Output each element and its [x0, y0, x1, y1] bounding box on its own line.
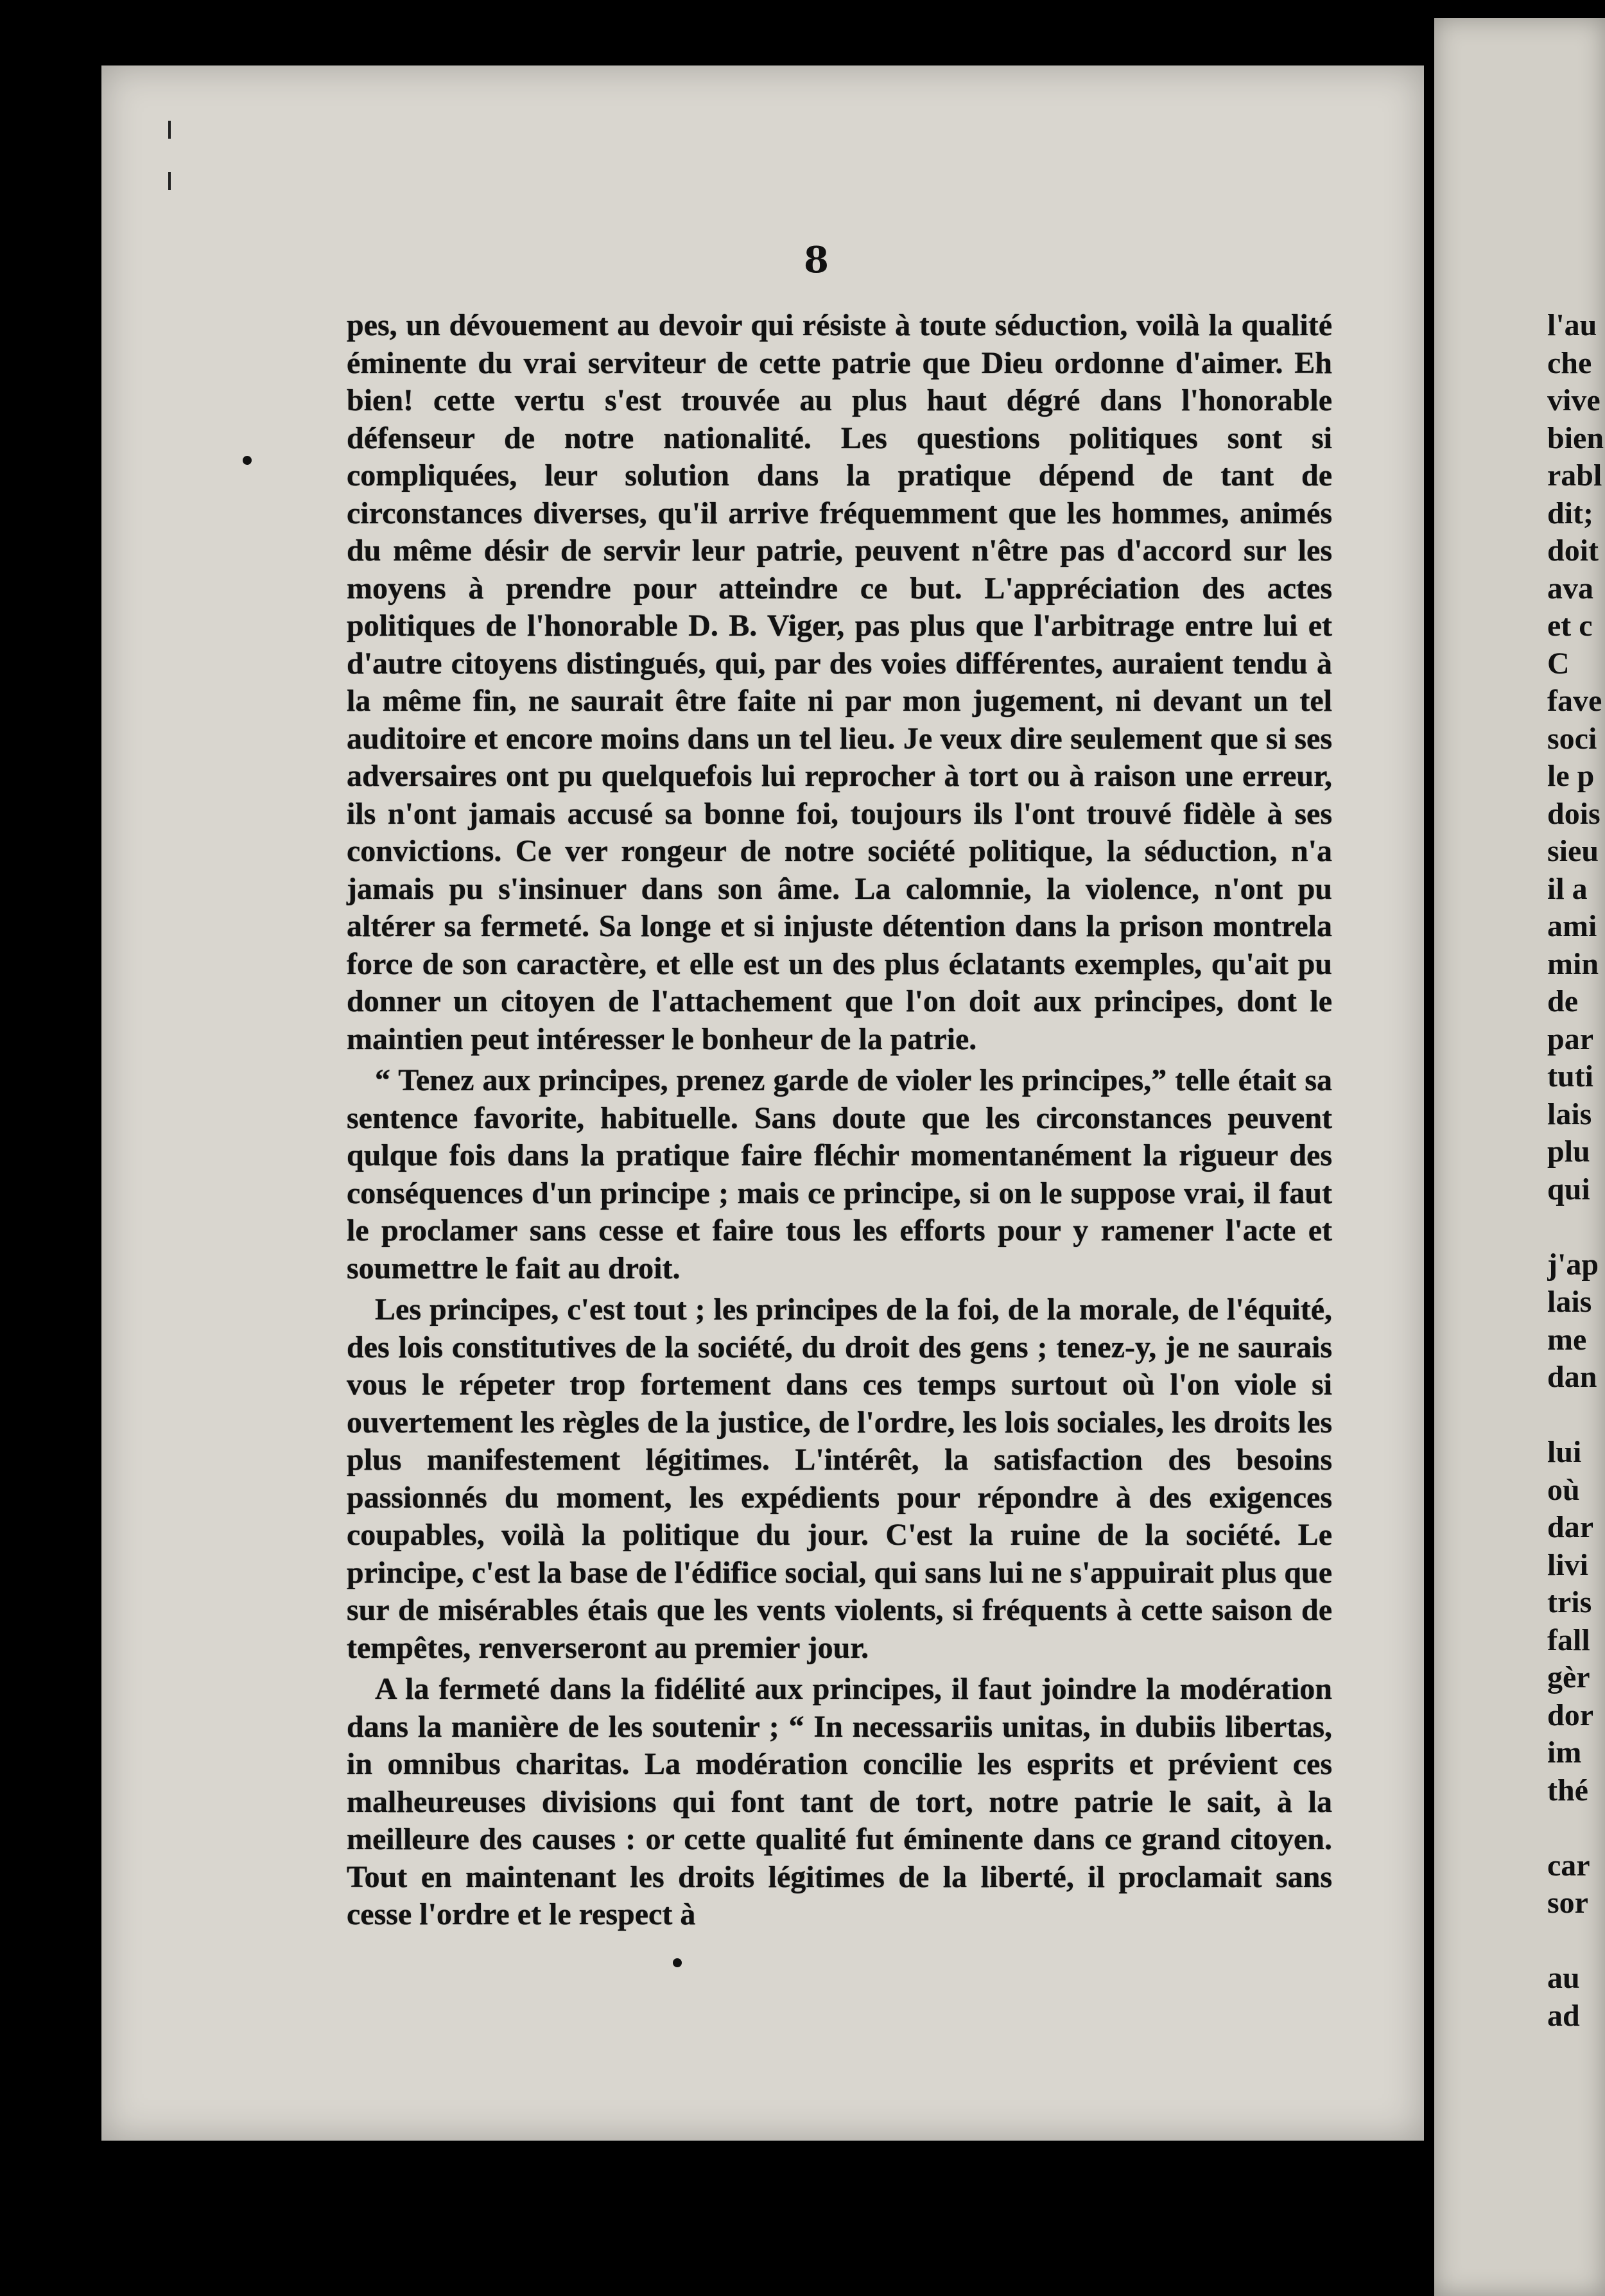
- facing-page-line: lais: [1547, 1285, 1592, 1319]
- facing-page-line: vive: [1547, 383, 1601, 417]
- facing-page-line: thé: [1547, 1773, 1588, 1807]
- margin-mark: [168, 172, 171, 190]
- facing-page-line: où: [1547, 1472, 1580, 1507]
- facing-page-line: il a: [1547, 871, 1588, 906]
- facing-page-line: dit;: [1547, 496, 1593, 530]
- facing-page-line: par: [1547, 1022, 1593, 1056]
- margin-dot: [243, 456, 252, 465]
- facing-page-line: [1547, 1396, 1605, 1434]
- facing-page-line: l'au: [1547, 308, 1597, 342]
- bottom-dot: [673, 1958, 682, 1967]
- facing-page-line: dan: [1547, 1360, 1597, 1394]
- facing-page-line: gèr: [1547, 1660, 1590, 1694]
- facing-page-line: tris: [1547, 1585, 1592, 1619]
- facing-page-line: [1547, 1809, 1605, 1847]
- facing-page-line: [1547, 1208, 1605, 1246]
- facing-page-line: lais: [1547, 1097, 1592, 1131]
- facing-page-line: che: [1547, 345, 1592, 380]
- paragraph: A la fermeté dans la fidélité aux principes, il faut joindre la modération dans la manière de les soutenir ; “ In necessariis unitas, in dubiis libertas, in omnibus charitas. La modération concilie les esprits et prévient ces malheureuses divisions qui font tant de tort, notre patrie le sait, à la meilleure des causes : or cette qualité fut éminente dans ce grand citoyen. Tout en maintenant les droits légitimes de la liberté, il proclamait sans cesse l'ordre et le respect à: [347, 1672, 1332, 1931]
- facing-page-line: fave: [1547, 684, 1602, 718]
- facing-page-line: sor: [1547, 1886, 1588, 1920]
- facing-page-line: fall: [1547, 1622, 1590, 1657]
- facing-page-line: soci: [1547, 721, 1597, 756]
- paragraph: pes, un dévouement au devoir qui résiste à toute séduction, voilà la qualité éminente du vrai serviteur de cette patrie que Dieu ordonne d'aimer. Eh bien! cette vertu s'est trouvée au plus haut dégré dans l'honorable défenseur de notre nationalité. Les questions politiques sont si compliquées, leur solution dans la pratique dépend de tant de circonstances diverses, qu'il arrive fréquemment que les hommes, animés du même désir de servir leur patrie, peuvent n'être pas d'accord sur les moyens à prendre pour atteindre ce but. L'appréciation des actes politiques de l'honorable D. B. Viger, pas plus que l'arbitrage entre lui et d'autre citoyens distingués, qui, par des voies différentes, auraient tendu à la même fin, ne saurait être faite ni par mon jugement, ni devant un tel auditoire et encore moins dans un tel lieu. Je veux dire seulement que si ses adversaires ont pu quelquefois lui reprocher à tort ou à raison une erreur, ils n'ont jamais accusé sa bonne foi, toujours ils l'ont trouvé fidèle à ses convictions. Ce ver rongeur de notre société politique, la séduction, n'a jamais pu s'insinuer dans son âme. La calomnie, la violence, n'ont pu altérer sa fermeté. Sa longe et si injuste détention dans la prison montrela force de son caractère, et elle est un des plus éclatants exemples, qu'ait pu donner un citoyen de l'attachement que l'on doit aux principes, dont le maintien peut intéresser le bonheur de la patrie.: [347, 308, 1332, 1056]
- body-text: [347, 307, 1332, 1934]
- facing-page-line: dor: [1547, 1698, 1593, 1732]
- paragraph: “ Tenez aux principes, prenez garde de violer les principes,” telle était sa sentence favorite, habituelle. Sans doute que les circonstances peuvent qulque fois dans la pratique faire fléchir momentanément la rigueur des conséquences d'un principe ; mais ce principe, si on le suppose vrai, il faut le proclamer sans cesse et faire tous les efforts pour y ramener l'acte et soumettre le fait au droit.: [347, 1063, 1332, 1285]
- facing-page-line: plu: [1547, 1135, 1590, 1169]
- facing-page-line: lui: [1547, 1435, 1582, 1469]
- facing-page-line: min: [1547, 946, 1599, 981]
- facing-page-line: dois: [1547, 796, 1601, 831]
- facing-page-line: ad: [1547, 1998, 1580, 2033]
- facing-page-line: ava: [1547, 571, 1593, 605]
- facing-page-line: rabl: [1547, 458, 1602, 492]
- facing-page-line: de: [1547, 984, 1578, 1018]
- facing-page-line: [1547, 1922, 1605, 1960]
- facing-page-line: C: [1547, 646, 1570, 681]
- page-number: 8: [804, 239, 829, 281]
- facing-page-line: j'ap: [1547, 1247, 1599, 1282]
- paragraph: Les principes, c'est tout ; les principes de la foi, de la morale, de l'équité, des lois constitutives de la société, du droit des gens ; tenez-y, je ne saurais vous le répeter trop fortement dans ces temps surtout où l'on viole si ouvertement les règles de la justice, de l'ordre, les lois sociales, les droits les plus manifestement légitimes. L'intérêt, la satisfaction des besoins passionnés du moment, les expédients pour répondre à des exigences coupables, voilà la politique du jour. C'est la ruine de la société. Le principe, c'est la base de l'édifice social, qui sans lui ne s'appuirait plus que sur de misérables étais que les vents violents, si fréquents à cette saison de tempêtes, renverseront au premier jour.: [347, 1292, 1332, 1665]
- facing-page-line: car: [1547, 1848, 1590, 1883]
- facing-page-text: [1547, 307, 1605, 2035]
- facing-page-line: livi: [1547, 1547, 1589, 1582]
- facing-page-line: sieu: [1547, 834, 1599, 868]
- facing-page-line: et c: [1547, 609, 1593, 643]
- facing-page-line: au: [1547, 1961, 1580, 1995]
- facing-page-line: dar: [1547, 1510, 1593, 1544]
- facing-page-line: bien: [1547, 421, 1604, 455]
- facing-page-line: im: [1547, 1735, 1582, 1770]
- facing-page-line: qui: [1547, 1172, 1590, 1206]
- facing-page-line: tuti: [1547, 1059, 1593, 1093]
- facing-page-line: doit: [1547, 534, 1599, 568]
- facing-page-line: me: [1547, 1322, 1587, 1357]
- facing-page-line: le p: [1547, 759, 1595, 793]
- margin-mark: [168, 121, 171, 139]
- facing-page-line: ami: [1547, 909, 1597, 943]
